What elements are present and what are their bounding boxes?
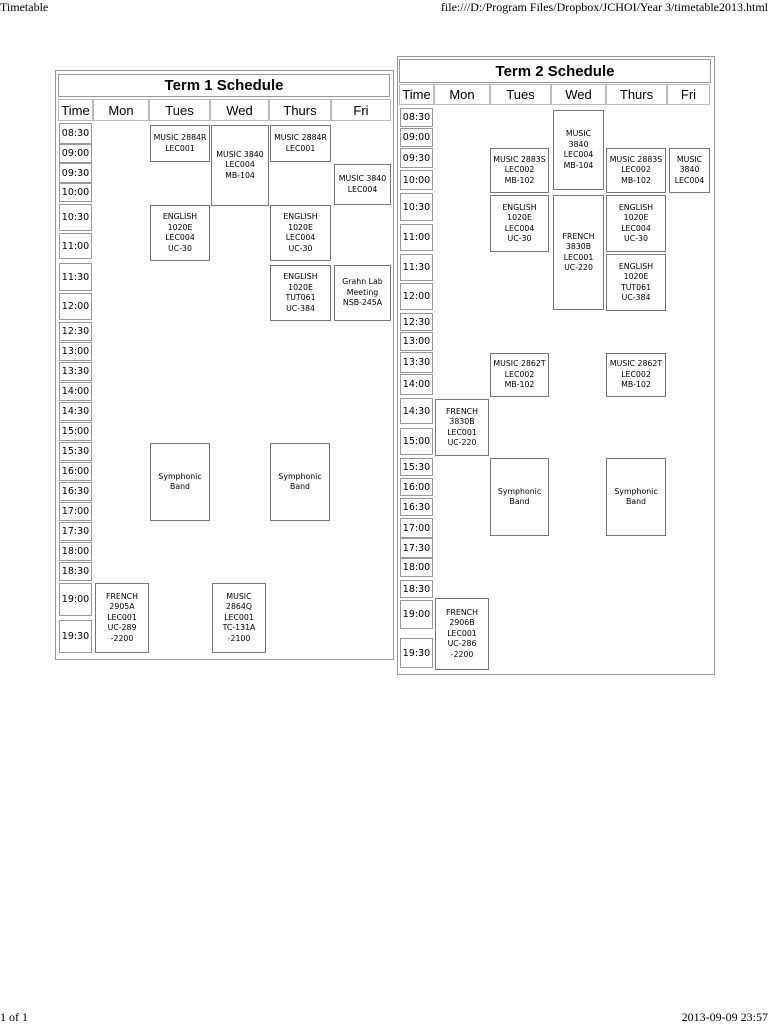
class-block-line: UC-30	[507, 234, 532, 243]
term2-header-mon: Mon	[434, 84, 490, 105]
term2-time-slot: 16:00	[400, 478, 433, 496]
class-block-line: LEC001	[165, 143, 195, 153]
class-block-line: LEC001	[563, 252, 594, 262]
term2-class-block[interactable]	[606, 458, 666, 536]
class-block-line: 3830B	[565, 242, 592, 251]
class-block-line: 3840	[568, 139, 589, 149]
class-block-line: LEC001	[447, 427, 477, 437]
class-block-line: Band	[289, 482, 311, 491]
term2-time-slot: 13:00	[400, 332, 433, 351]
term1-header-fri: Fri	[331, 99, 391, 121]
class-block-line: LEC001	[224, 612, 254, 622]
class-block-line: LEC001	[107, 612, 137, 622]
term1-class-block[interactable]	[150, 205, 210, 261]
term1-time-slot: 12:30	[59, 322, 92, 341]
class-block-line: LEC002	[621, 165, 651, 175]
term1-time-slot: 19:00	[59, 583, 92, 616]
class-block-line: NSB-245A	[342, 298, 383, 308]
page-header-title: Timetable	[0, 0, 49, 14]
class-block-line: 1020E	[167, 222, 193, 232]
term2-time-slot: 18:00	[400, 558, 433, 577]
term1-title: Term 1 Schedule	[58, 74, 390, 97]
class-block-line: MB-102	[504, 380, 535, 390]
term2-class-block[interactable]	[435, 598, 489, 670]
term2-time-slot: 18:30	[400, 580, 433, 598]
term1-time-slot: 17:00	[59, 502, 92, 521]
class-block-line: MB-102	[621, 175, 651, 185]
term2-class-block[interactable]	[606, 254, 666, 311]
class-block-line: TUT061	[620, 282, 652, 292]
term2-class-block[interactable]	[490, 148, 549, 193]
term1-time-slot: 18:00	[59, 542, 92, 561]
term1-time-slot: 15:00	[59, 422, 92, 441]
term1-class-block[interactable]	[211, 125, 269, 206]
term2-time-slot: 11:30	[400, 254, 433, 281]
term2-class-block[interactable]	[490, 195, 549, 252]
page-footer-datetime: 2013-09-09 23:57	[681, 1010, 768, 1024]
term1-time-slot: 12:00	[59, 293, 92, 320]
term1-header-wed: Wed	[210, 99, 269, 121]
term1-time-slot: 13:00	[59, 342, 92, 361]
class-block-line: UC-30	[168, 243, 192, 253]
class-block-line: MUSIC	[565, 129, 592, 138]
term2-time-slot: 14:00	[400, 374, 433, 395]
class-block-line: 3830B	[449, 417, 475, 426]
class-block-line: MB-104	[225, 170, 255, 180]
term2-class-block[interactable]	[606, 353, 666, 397]
term1-header-thurs: Thurs	[269, 99, 331, 121]
term2-time-slot: 17:00	[400, 518, 433, 538]
class-block-line: MUSIC 3840	[216, 149, 264, 159]
class-block-line: FRENCH	[446, 406, 478, 416]
term1-class-block[interactable]	[270, 205, 331, 261]
class-block-line: UC-30	[624, 234, 648, 243]
class-block-line: LEC004	[563, 150, 594, 159]
class-block-line: LEC004	[621, 223, 651, 233]
term1-time-slot: 08:30	[59, 123, 92, 144]
class-block-line: LEC004	[674, 175, 705, 185]
class-block-line: MUSIC 2883S	[609, 154, 663, 164]
term1-time-slot: 09:30	[59, 163, 92, 183]
term1-header-mon: Mon	[93, 99, 149, 121]
term2-title: Term 2 Schedule	[399, 59, 711, 83]
term1-class-block[interactable]	[95, 583, 149, 653]
class-block-line: UC-289	[107, 623, 137, 633]
page-header-url: file:///D:/Program Files/Dropbox/JCHOI/Year 3/timetable2013.html	[440, 0, 768, 14]
term2-header-tues: Tues	[490, 84, 551, 105]
class-block-line: 1020E	[507, 213, 532, 222]
class-block-line: TUT061	[285, 293, 316, 302]
class-block-line: ENGLISH	[283, 272, 318, 281]
term2-class-block[interactable]	[606, 195, 666, 252]
term2-time-slot: 09:30	[400, 148, 433, 168]
class-block-line: MB-102	[504, 175, 535, 185]
term2-class-block[interactable]	[606, 148, 666, 193]
term1-time-slot: 10:30	[59, 204, 92, 231]
class-block-line: MUSIC 2862T	[609, 359, 663, 369]
term2-schedule	[397, 56, 715, 675]
class-block-line: -2200	[110, 633, 134, 643]
term2-class-block[interactable]	[490, 353, 549, 397]
term1-time-slot: 14:30	[59, 402, 92, 421]
term2-time-slot: 10:30	[400, 193, 433, 221]
class-block-line: Symphonic	[158, 471, 202, 481]
class-block-line: Band	[169, 482, 191, 491]
term1-time-slot: 18:30	[59, 562, 92, 581]
class-block-line: ENGLISH	[283, 212, 318, 221]
term2-time-slot: 17:30	[400, 538, 433, 558]
class-block-line: MUSIC	[226, 591, 252, 601]
term1-time-slot: 11:00	[59, 233, 92, 259]
class-block-line: LEC004	[347, 184, 378, 194]
class-block-line: LEC001	[447, 628, 477, 638]
class-block-line: 2906B	[449, 618, 475, 628]
class-block-line: MUSIC 2883S	[493, 154, 546, 164]
class-block-line: LEC004	[504, 223, 535, 233]
class-block-line: UC-286	[447, 639, 477, 649]
term2-time-slot: 19:30	[400, 638, 433, 668]
term1-class-block[interactable]	[270, 265, 331, 321]
class-block-line: -2200	[450, 649, 474, 659]
class-block-line: FRENCH	[106, 591, 138, 601]
term1-time-slot: 17:30	[59, 522, 92, 541]
term1-time-slot: 16:00	[59, 462, 92, 481]
class-block-line: TC-131A	[222, 623, 256, 633]
term1-class-block[interactable]	[270, 125, 331, 162]
class-block-line: 2864Q	[226, 602, 252, 612]
class-block-line: MB-102	[621, 380, 651, 390]
class-block-line: 1020E	[623, 213, 649, 222]
page-footer-count: 1 of 1	[0, 1010, 28, 1024]
term1-time-slot: 13:30	[59, 362, 92, 381]
class-block-line: MB-104	[563, 160, 594, 170]
class-block-line: LEC002	[504, 165, 535, 175]
term2-header-fri: Fri	[667, 84, 710, 105]
term1-time-slot: 19:30	[59, 620, 92, 653]
term2-header-wed: Wed	[551, 84, 606, 105]
class-block-line: UC-384	[286, 303, 315, 313]
class-block-line: MUSIC 2884R	[274, 133, 327, 142]
term1-time-slot: 14:00	[59, 382, 92, 401]
class-block-line: 1020E	[288, 282, 313, 292]
term2-time-slot: 09:00	[400, 128, 433, 147]
term2-class-block[interactable]	[669, 148, 710, 193]
term1-class-block[interactable]	[270, 443, 330, 521]
term1-schedule	[55, 70, 394, 660]
term1-time-slot: 15:30	[59, 442, 92, 461]
term1-class-block[interactable]	[212, 583, 266, 653]
term2-time-slot: 12:00	[400, 283, 433, 310]
class-block-line: -2100	[227, 633, 251, 643]
class-block-line: LEC002	[621, 369, 651, 379]
class-block-line: UC-30	[288, 243, 313, 253]
class-block-line: 2905A	[109, 602, 135, 612]
class-block-line: ENGLISH	[618, 202, 654, 212]
class-block-line: ENGLISH	[618, 261, 654, 271]
term1-time-slot: 10:00	[59, 183, 92, 202]
class-block-line: MUSIC 2884R	[153, 133, 207, 142]
class-block-line: MUSIC 2862T	[493, 359, 546, 369]
class-block-line: UC-220	[564, 263, 593, 272]
term2-header-thurs: Thurs	[606, 84, 667, 105]
class-block-line: LEC004	[225, 160, 255, 170]
class-block-line: 1020E	[623, 272, 649, 281]
class-block-line: Meeting	[346, 287, 379, 297]
term1-header-time: Time	[58, 99, 93, 121]
term1-time-slot: 11:30	[59, 263, 92, 291]
term1-time-slot: 09:00	[59, 144, 92, 163]
term1-class-block[interactable]	[150, 443, 210, 521]
class-block-line: ENGLISH	[502, 202, 537, 212]
class-block-line: LEC001	[285, 143, 316, 153]
term2-time-slot: 10:00	[400, 170, 433, 190]
term1-class-block[interactable]	[334, 164, 391, 205]
class-block-line: UC-384	[621, 293, 651, 302]
class-block-line: 1020E	[288, 222, 313, 232]
class-block-line: Grahn Lab	[342, 277, 383, 287]
class-block-line: 3840	[679, 165, 700, 175]
term2-time-slot: 15:00	[400, 428, 433, 455]
term2-time-slot: 11:00	[400, 224, 433, 251]
class-block-line: FRENCH	[446, 607, 478, 617]
term1-header-tues: Tues	[149, 99, 210, 121]
term1-time-slot: 16:30	[59, 482, 92, 501]
class-block-line: Symphonic	[614, 486, 658, 496]
class-block-line: Symphonic	[497, 486, 542, 496]
class-block-line: MUSIC	[676, 154, 703, 164]
term2-time-slot: 08:30	[400, 108, 433, 127]
class-block-line: UC-220	[447, 438, 477, 447]
term2-time-slot: 15:30	[400, 458, 433, 476]
class-block-line: Band	[625, 497, 647, 506]
class-block-line: LEC002	[504, 369, 535, 379]
term1-class-block[interactable]	[150, 125, 210, 162]
term2-time-slot: 12:30	[400, 313, 433, 331]
class-block-line: ENGLISH	[162, 212, 198, 221]
class-block-line: MUSIC 3840	[338, 174, 387, 183]
term2-class-block[interactable]	[490, 458, 549, 536]
term1-class-block[interactable]	[334, 265, 391, 321]
term2-class-block[interactable]	[435, 399, 489, 456]
class-block-line: LEC004	[165, 233, 195, 242]
term2-header-time: Time	[399, 84, 434, 105]
term2-class-block[interactable]	[553, 195, 604, 310]
class-block-line: FRENCH	[562, 231, 595, 241]
term2-time-slot: 13:30	[400, 352, 433, 373]
class-block-line: Symphonic	[278, 471, 322, 481]
class-block-line: Band	[509, 497, 530, 506]
term2-time-slot: 16:30	[400, 498, 433, 516]
term2-class-block[interactable]	[553, 110, 604, 190]
term2-time-slot: 14:30	[400, 398, 433, 424]
term2-time-slot: 19:00	[400, 600, 433, 629]
class-block-line: LEC004	[285, 233, 316, 242]
